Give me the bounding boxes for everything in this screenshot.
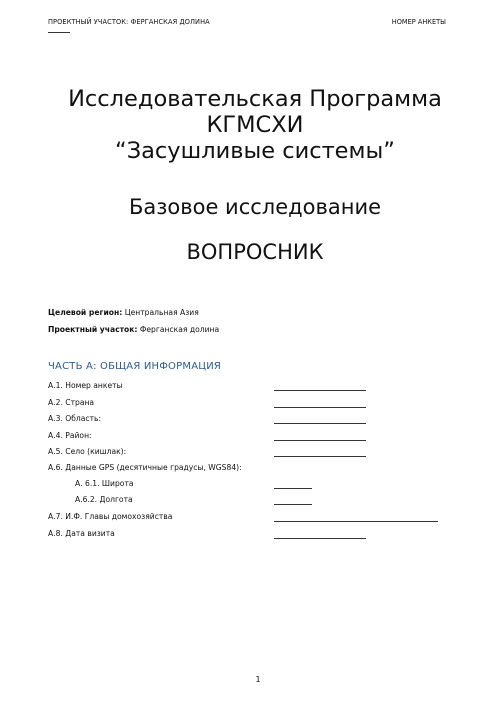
header-questionnaire-number: НОМЕР АНКЕТЫ (391, 18, 446, 26)
question-label: А.5. Село (кишлак): (48, 447, 127, 456)
subtitle: Базовое исследование (128, 195, 382, 219)
question-row (0, 414, 500, 426)
answer-line[interactable] (274, 456, 366, 457)
question-row (0, 512, 500, 524)
question-label: А.6.2. Долгота (75, 495, 133, 504)
question-row (0, 463, 500, 475)
question-row (0, 479, 500, 491)
project-site (48, 325, 219, 334)
answer-line[interactable] (274, 440, 366, 441)
question-label: А.6. Данные GPS (десятичные градусы, WGS84): (48, 463, 242, 472)
target-region-label: Целевой регион: (48, 308, 123, 317)
title-systems: “Засушливые системы” (115, 138, 395, 164)
project-site-label: Проектный участок: (48, 325, 138, 334)
answer-line[interactable] (274, 521, 438, 522)
title-program: Исследовательская Программа (68, 86, 442, 112)
question-label: А.1. Номер анкеты (48, 381, 123, 390)
project-site-value: Ферганская долина (139, 325, 220, 334)
question-label: А.4. Район: (48, 431, 92, 440)
document-type: ВОПРОСНИК (186, 240, 324, 264)
header-site: ПРОЕКТНЫЙ УЧАСТОК: ФЕРГАНСКАЯ ДОЛИНА (48, 18, 210, 26)
question-label: А.7. И.Ф. Главы домохозяйства (48, 512, 173, 521)
target-region-value: Центральная Азия (124, 308, 199, 317)
question-label: А.2. Страна (48, 398, 95, 407)
header-underline (48, 32, 70, 33)
question-row (0, 529, 500, 541)
answer-line[interactable] (274, 390, 366, 391)
answer-line[interactable] (274, 504, 312, 505)
question-row (0, 447, 500, 459)
section-title: ЧАСТЬ А: ОБЩАЯ ИНФОРМАЦИЯ (48, 361, 222, 372)
question-row (0, 398, 500, 410)
question-label: А.8. Дата визита (48, 529, 115, 538)
answer-line[interactable] (274, 538, 366, 539)
question-row (0, 495, 500, 507)
question-label: А.3. Область: (48, 414, 102, 423)
title-organization: КГМСХИ (206, 112, 304, 138)
question-row (0, 381, 500, 393)
answer-line[interactable] (274, 407, 366, 408)
question-row (0, 431, 500, 443)
answer-line[interactable] (274, 423, 366, 424)
answer-line[interactable] (274, 488, 312, 489)
target-region (48, 308, 199, 317)
question-label: А. 6.1. Широта (75, 479, 134, 488)
page-number: 1 (255, 675, 261, 684)
